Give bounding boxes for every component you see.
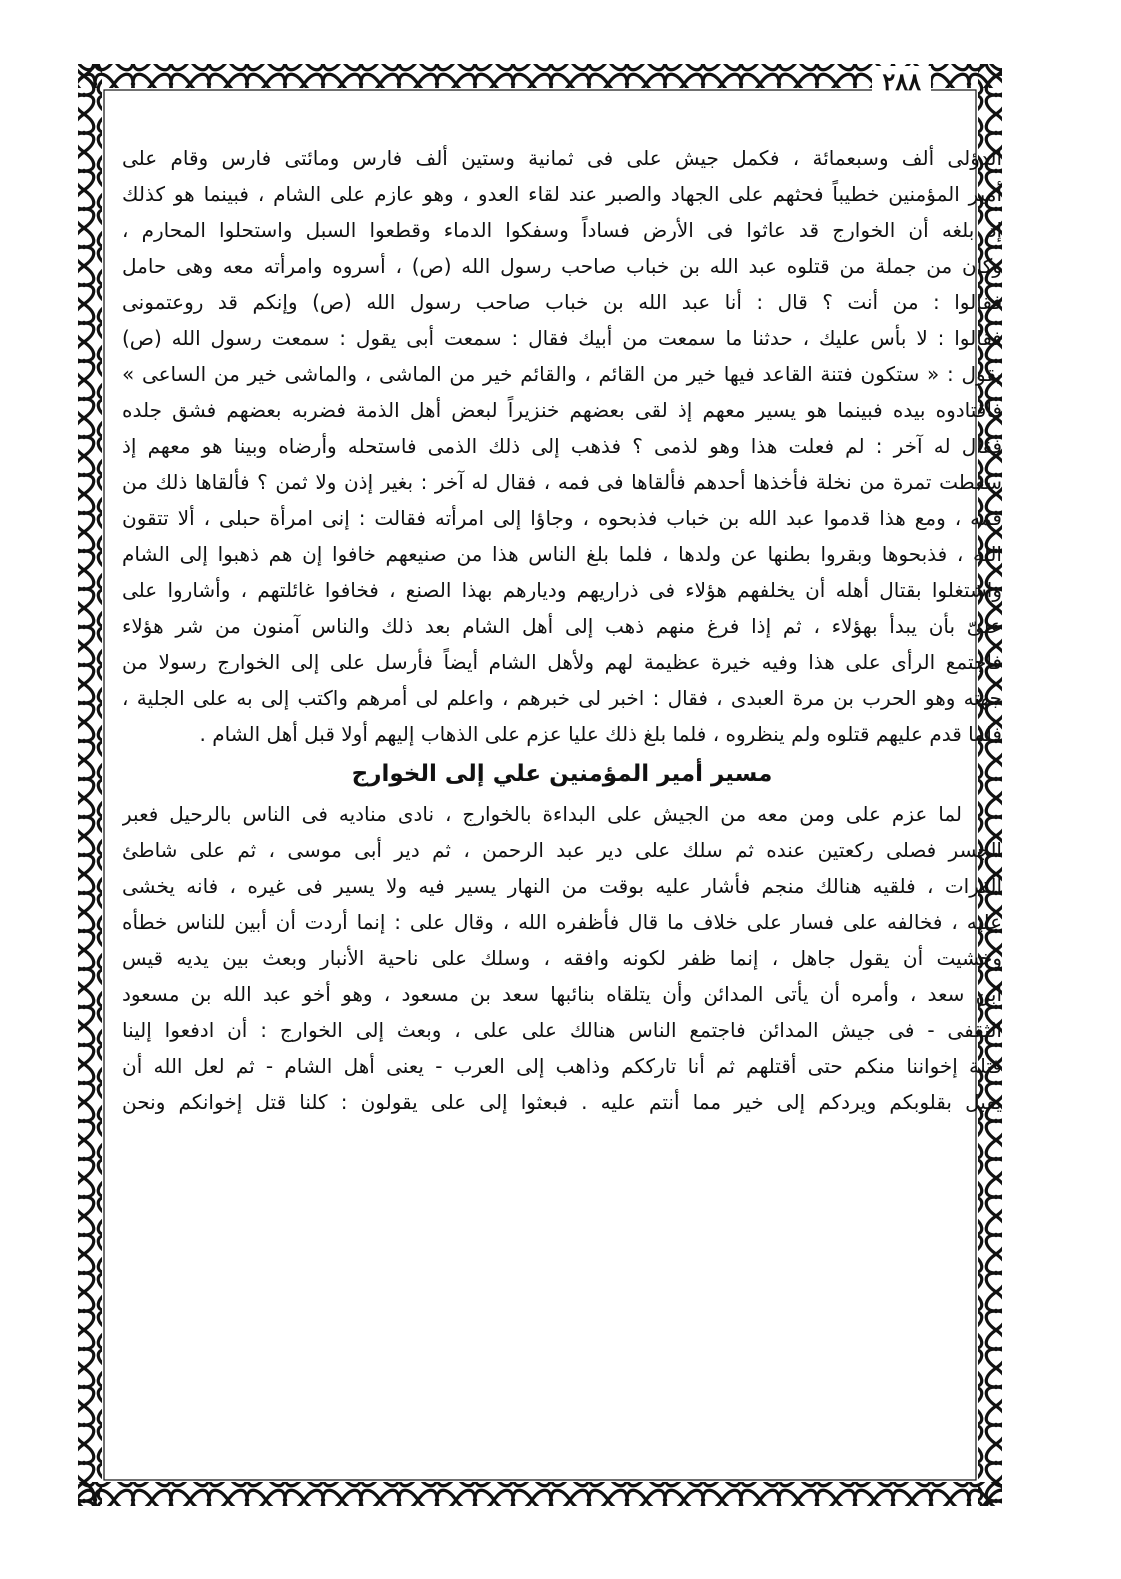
- text-line: الفرات ، فلقيه هنالك منجم فأشار عليه بوقت من النهار يسير فيه ولا يسير فى غيره ، فانه يخشى: [122, 874, 1002, 898]
- text-line: فاقتادوه بيده فبينما هو يسير معهم إذ لقى بعضهم خنزيراً لبعض أهل الذمة فضربه بعضهم فشق جلده: [122, 398, 1002, 422]
- page-body: [122, 140, 1002, 1120]
- text-line: يقبل بقلوبكم ويردكم إلى خير مما أنتم عليه . فبعثوا إلى على يقولون : كلنا قتل إخوانكم ونحن: [122, 1090, 1002, 1114]
- text-line: الجسر فصلى ركعتين عنده ثم سلك على دير عبد الرحمن ، ثم دير أبى موسى ، ثم على شاطئ: [122, 838, 1002, 862]
- text-line: سقطت تمرة من نخلة فأخذها أحدهم فألقاها فى فمه ، فقال له آخر : بغير إذن ولا ثمن ؟ فألقاها ذلك من: [122, 470, 1002, 494]
- border-left: [78, 64, 102, 1506]
- text-line: وكان من جملة من قتلوه عبد الله بن خباب صاحب رسول الله (ص) ، أسروه وامرأته معه وهى حامل: [122, 254, 1002, 278]
- text-line: يقول : « ستكون فتنة القاعد فيها خير من القائم ، والقائم خير من الماشى ، والماشى خير من الساعى »: [122, 362, 1002, 386]
- text-line: واشتغلوا بقتال أهله أن يخلفهم هؤلاء فى ذراريهم وديارهم بهذا الصنع ، فخافوا غائلتهم ، وأشاروا على: [122, 578, 1002, 602]
- text-line: إذ بلغه أن الخوارج قد عاثوا فى الأرض فساداً وسفكوا الدماء وقطعوا السبل واستحلوا المحارم ،: [122, 218, 1002, 242]
- text-line: فقالوا : من أنت ؟ قال : أنا عبد الله بن خباب صاحب رسول الله (ص) وإنكم قد روعتمونى: [122, 290, 1002, 314]
- text-line: الدؤلى ألف وسبعمائة ، فكمل جيش على فى ثمانية وستين ألف فارس ومائتى فارس وقام على: [122, 146, 1002, 170]
- section-heading: مسير أمير المؤمنين علي إلى الخوارج: [351, 761, 773, 787]
- paragraph-2: [122, 796, 1002, 1120]
- text-line: علىّ بأن يبدأ بهؤلاء ، ثم إذا فرغ منهم ذهب إلى أهل الشام بعد ذلك والناس آمنون من شر هؤلاء: [122, 614, 1002, 638]
- text-line: ابن سعد ، وأمره أن يأتى المدائن وأن يتلقاه بنائبها سعد بن مسعود ، وهو أخو عبد الله بن مسعود: [122, 982, 1002, 1006]
- text-line: لما عزم على ومن معه من الجيش على البداءة بالخوارج ، نادى مناديه فى الناس بالرحيل فعبر: [122, 802, 962, 826]
- text-line: فقال له آخر : لم فعلت هذا وهو لذمى ؟ فذهب إلى ذلك الذمى فاستحله وأرضاه وبينا هو معهم إذ: [122, 434, 1002, 458]
- text-line: الله ، فذبحوها وبقروا بطنها عن ولدها ، فلما بلغ الناس هذا من صنيعهم خافوا إن هم ذهبوا إلى الشام: [122, 542, 1002, 566]
- paragraph-1: [122, 140, 1002, 752]
- text-line: جهته وهو الحرب بن مرة العبدى ، فقال : اخبر لى خبرهم ، واعلم لى أمرهم واكتب إلى به على الجلية ،: [122, 686, 1002, 710]
- text-line: أمير المؤمنين خطيباً فحثهم على الجهاد والصبر عند لقاء العدو ، وهو عازم على الشام ، فبينما هو كذلك: [122, 182, 1002, 206]
- text-line: فقالوا : لا بأس عليك ، حدثنا ما سمعت من أبيك فقال : سمعت أبى يقول : سمعت رسول الله (ص): [122, 326, 1002, 350]
- text-line: وخشيت أن يقول جاهل ، إنما ظفر لكونه وافقه ، وسلك على ناحية الأنبار وبعث بين يديه قيس: [122, 946, 1002, 970]
- text-line: فمه ، ومع هذا قدموا عبد الله بن خباب فذبحوه ، وجاؤا إلى امرأته فقالت : إنى امرأة حبلى ، ألا تتقون: [122, 506, 1002, 530]
- page-number: ٢٨٨: [872, 66, 931, 98]
- text-line: قتلة إخواننا منكم حتى أقتلهم ثم أنا تارككم وذاهب إلى العرب - يعنى أهل الشام - ثم لعل الله أن: [122, 1054, 1002, 1078]
- border-bottom: [78, 1482, 1002, 1506]
- text-line: فاجتمع الرأى على هذا وفيه خيرة عظيمة لهم ولأهل الشام أيضاً فأرسل على إلى الخوارج رسولا من: [122, 650, 1002, 674]
- text-line: الثقفى - فى جيش المدائن فاجتمع الناس هنالك على على ، وبعث إلى الخوارج : أن ادفعوا إلينا: [122, 1018, 1002, 1042]
- text-line: عليه ، فخالفه على فسار على خلاف ما قال فأظفره الله ، وقال على : إنما أردت أن أبين للناس خطأه: [122, 910, 1002, 934]
- text-line: فلما قدم عليهم قتلوه ولم ينظروه ، فلما بلغ ذلك عليا عزم على الذهاب إليهم أولا قبل أهل الشام .: [199, 722, 1002, 746]
- border-top: [78, 64, 1002, 88]
